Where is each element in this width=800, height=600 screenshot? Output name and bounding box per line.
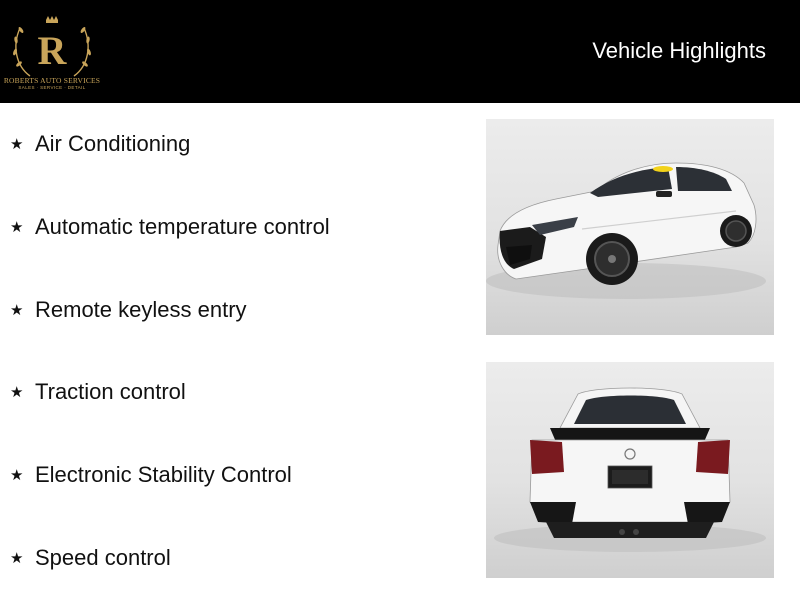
- feature-label: Air Conditioning: [35, 131, 191, 156]
- feature-label: Traction control: [35, 379, 186, 404]
- star-icon: ★: [10, 549, 24, 567]
- feature-item: [10, 129, 190, 159]
- star-icon: ★: [10, 135, 24, 153]
- star-icon: ★: [10, 301, 24, 319]
- car-rear-illustration: [486, 362, 774, 578]
- logo-letter: R: [37, 28, 67, 73]
- feature-label: Automatic temperature control: [35, 214, 330, 239]
- feature-item: [10, 212, 330, 242]
- star-icon: ★: [10, 383, 24, 401]
- brand-name: ROBERTS AUTO SERVICES: [3, 76, 101, 85]
- page-title: Vehicle Highlights: [592, 38, 766, 63]
- header-bar: [0, 0, 800, 103]
- feature-item: [10, 543, 171, 573]
- feature-label: Remote keyless entry: [35, 297, 247, 322]
- feature-item: [10, 377, 186, 407]
- feature-label: Speed control: [35, 545, 171, 570]
- star-icon: ★: [10, 466, 24, 484]
- vehicle-photo-front[interactable]: [486, 119, 774, 335]
- star-icon: ★: [10, 218, 24, 236]
- feature-item: [10, 460, 292, 490]
- vehicle-photo-rear[interactable]: [486, 362, 774, 578]
- feature-label: Electronic Stability Control: [35, 462, 292, 487]
- feature-item: [10, 295, 247, 325]
- brand-tagline: SALES · SERVICE · DETAIL: [18, 85, 86, 90]
- car-front-illustration: [486, 119, 774, 335]
- feature-list: [0, 103, 470, 600]
